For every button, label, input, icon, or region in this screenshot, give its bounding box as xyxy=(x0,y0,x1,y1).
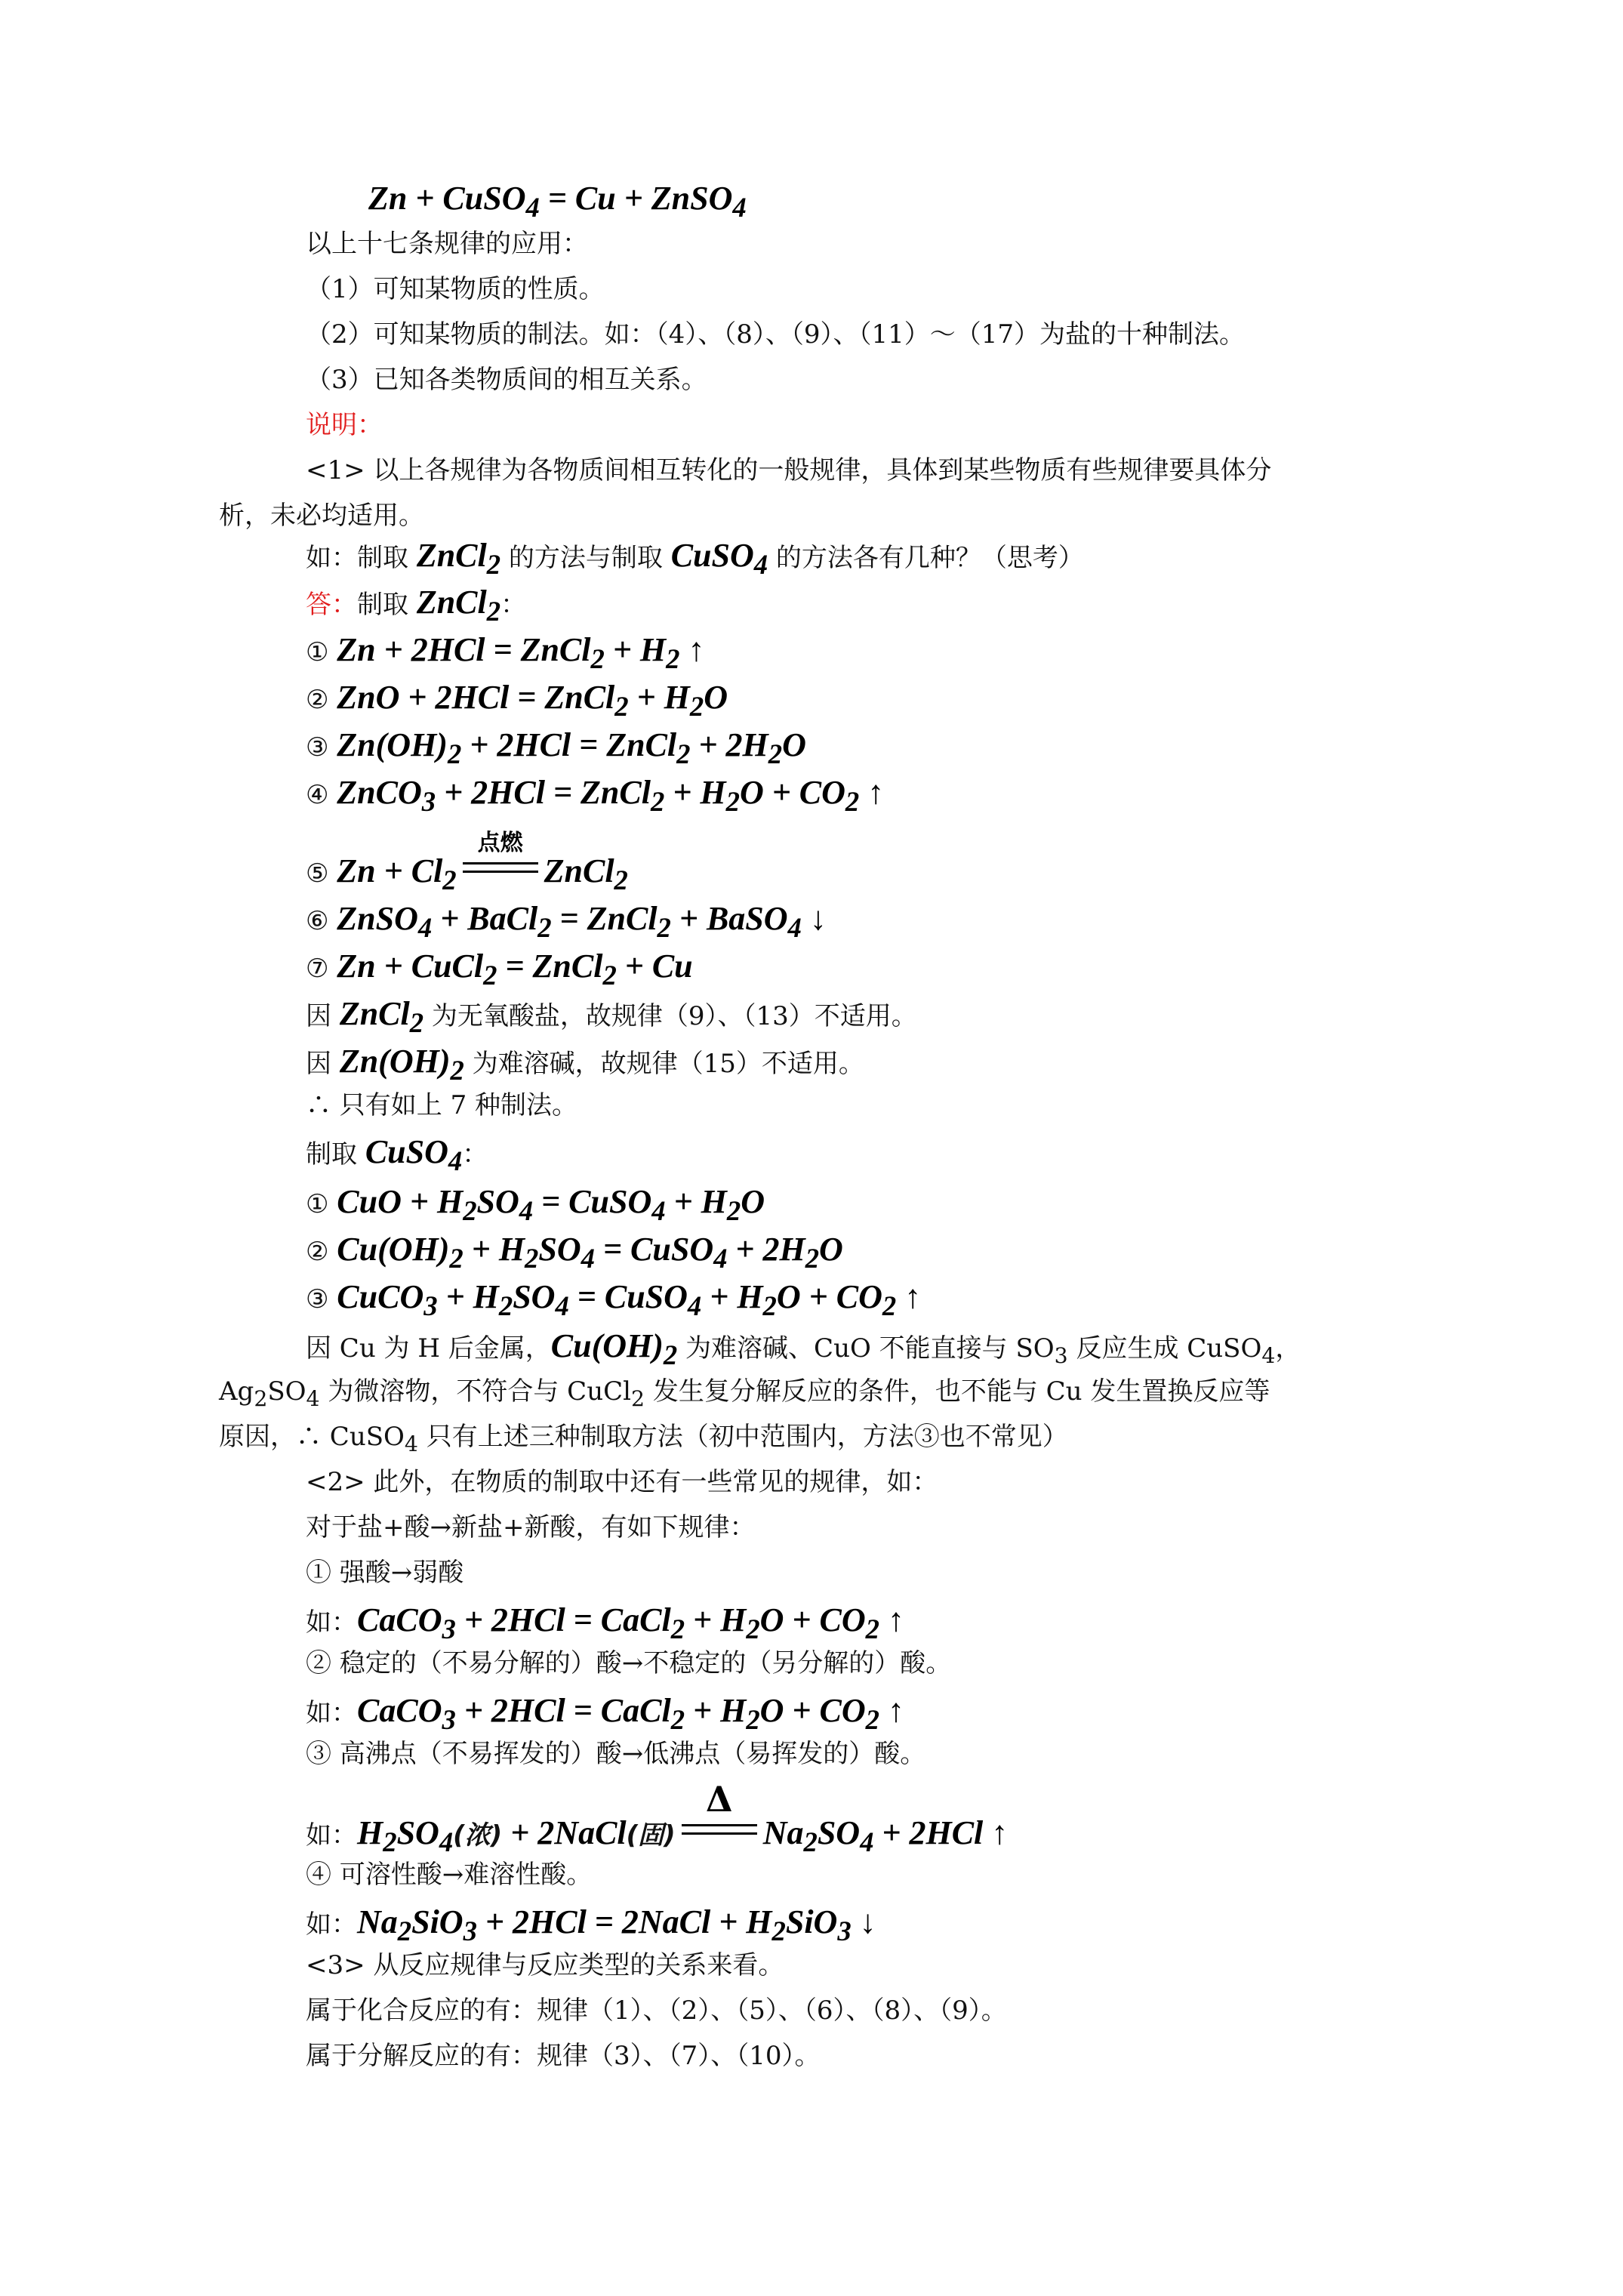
text-line: 制取 CuSO$_4$： xyxy=(306,1133,488,1176)
text-line: （2）可知某物质的制法。如：（4）、（8）、（9）、（11）～（17）为盐的十种制法。 xyxy=(306,319,1246,350)
text-line: ③ CuCO$_3$ + $H_2SO_4$ = CuSO$_4$ + $H_2O + CO_2$ ↑ xyxy=(306,1278,922,1321)
text-line: ③ 高沸点（不易挥发的）酸→低沸点（易挥发的）酸。 xyxy=(306,1739,926,1769)
text-line: （3）已知各类物质间的相互关系。 xyxy=(306,365,707,395)
text-line: ① CuO + $H_2SO_4$ = CuSO$_4$ + $H_2O$ xyxy=(306,1183,765,1226)
text-line: ② ZnO + 2HCl = ZnCl$_2$ + $H_2O$ xyxy=(306,679,728,722)
text-line: 析，未必均适用。 xyxy=(219,501,424,531)
text-line: 对于盐+酸→新盐+新酸，有如下规律： xyxy=(306,1512,756,1542)
text-line: ③ $Zn(OH)_2 + 2HCl$ = ZnCl$_2$ + $2H_2O$ xyxy=(306,726,806,769)
text-line: 说明： xyxy=(306,410,383,440)
text-line: 以上十七条规律的应用： xyxy=(306,229,588,259)
text-line: ⑦ Zn + CuCl$_2$ = ZnCl$_2$ + Cu xyxy=(306,948,693,991)
text-line: 如：$Na_2SiO_3 + 2HCl$ = 2NaCl + $H_2SiO_3$ ↓ xyxy=(306,1903,876,1946)
text-line: ① Zn + 2HCl = ZnCl$_2$ + $H_2$ ↑ xyxy=(306,631,705,674)
text-line: 如：CaCO$_3$ + 2HCl = CaCl$_2$ + $H_2O + CO_2$ ↑ xyxy=(306,1601,904,1644)
text-line: 因 ZnCl$_2$ 为无氧酸盐，故规律（9）、（13）不适用。 xyxy=(306,995,917,1038)
text-line: 属于化合反应的有：规律（1）、（2）、（5）、（6）、（8）、（9）。 xyxy=(306,1996,1007,2026)
text-line: ④ 可溶性酸→难溶性酸。 xyxy=(306,1860,593,1890)
text-line: ② 稳定的（不易分解的）酸→不稳定的（另分解的）酸。 xyxy=(306,1648,952,1678)
text-line: ① 强酸→弱酸 xyxy=(306,1558,464,1588)
text-line: <3> 从反应规律与反应类型的关系来看。 xyxy=(306,1950,784,1980)
text-line: ② $Cu(OH)_2 + H_2SO_4$ = CuSO$_4$ + $2H_2O$ xyxy=(306,1231,843,1274)
text-line: Zn + CuSO$_4$ = Cu + ZnSO$_4$ xyxy=(368,180,747,223)
text-line: 因 $Zn(OH)_2$ 为难溶碱，故规律（15）不适用。 xyxy=(306,1043,864,1086)
text-line: 属于分解反应的有：规律（3）、（7）、（10）。 xyxy=(306,2041,821,2071)
text-line: 如：CaCO$_3$ + 2HCl = CaCl$_2$ + $H_2O + CO_2$ ↑ xyxy=(306,1692,904,1735)
text-line: （1）可知某物质的性质。 xyxy=(306,274,605,304)
text-line: 原因，∴ CuSO$_4$ 只有上述三种制取方法（初中范围内，方法③也不常见） xyxy=(219,1422,1068,1456)
text-line: ⑥ ZnSO$_4$ + BaCl$_2$ = ZnCl$_2$ + BaSO$_4$ ↓ xyxy=(306,900,827,943)
text-line: <2> 此外，在物质的制取中还有一些常见的规律，如： xyxy=(306,1467,938,1497)
text-line: ∴ 只有如上 7 种制法。 xyxy=(306,1090,578,1120)
text-line: 如：$H_2SO_4$(浓) + 2NaCl(固) Δ $Na_2SO_4 + 2HCl$ ↑ xyxy=(306,1779,1009,1857)
text-line: $Ag_2SO_4$ 为微溶物，不符合与 CuCl$_2$ 发生复分解反应的条件，也不能与 Cu 发生置换反应等 xyxy=(219,1376,1270,1411)
text-line: ④ ZnCO$_3$ + 2HCl = ZnCl$_2$ + $H_2O + CO_2$ ↑ xyxy=(306,774,885,817)
text-line: ⑤ $Zn + Cl_2$ 点燃 ZnCl$_2$ xyxy=(306,830,628,895)
text-line: 答：制取 ZnCl$_2$： xyxy=(306,584,527,627)
text-line: 因 Cu 为 H 后金属，$Cu(OH)_2$ 为难溶碱、CuO 不能直接与 $SO_3$ 反应生成 CuSO$_4$， xyxy=(306,1327,1301,1370)
text-line: 如：制取 ZnCl$_2$ 的方法与制取 CuSO$_4$ 的方法各有几种？（思考） xyxy=(306,537,1084,580)
text-line: <1> 以上各规律为各物质间相互转化的一般规律，具体到某些物质有些规律要具体分 xyxy=(306,455,1272,485)
